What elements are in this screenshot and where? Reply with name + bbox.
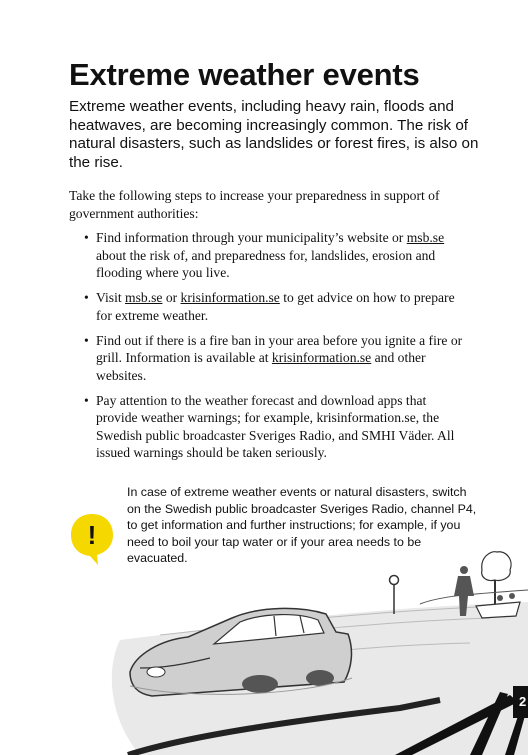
page-number: 2: [513, 686, 528, 718]
link-msb[interactable]: msb.se: [125, 290, 163, 305]
exclamation-glyph: !: [87, 520, 97, 550]
bullet-text: about the risk of, and preparedness for, landslides, erosion and flooding where you live.: [96, 247, 436, 280]
list-item: [84, 392, 469, 462]
bullet-text: and other websites.: [96, 350, 426, 383]
bullet-text: to get advice on how to prepare for extreme weather.: [96, 290, 455, 323]
list-item: [84, 229, 469, 282]
bullet-text: Pay attention to the weather forecast and download apps that provide weather warnings; for example, krisinformation.se, the Swedish public broadcaster Sveriges Radio, and SMHI Väder. All issued warnings should be taken seriously.: [96, 392, 455, 460]
page-title: Extreme weather events: [69, 57, 420, 92]
bullet-text: Find information through your municipality’s website or: [96, 230, 407, 245]
bullet-text: Find out if there is a fire ban in your area before you ignite a fire or grill. Information is available at: [96, 332, 463, 365]
bullet-text: Visit: [96, 290, 126, 305]
flood-illustration: [0, 540, 528, 755]
steps-intro: Take the following steps to increase your preparedness in support of government authorities:: [69, 188, 440, 221]
steps-list: [84, 229, 469, 469]
intro-paragraph: Extreme weather events, including heavy rain, floods and heatwaves, are becoming increasingly common. The risk of natural disasters, such as landslides or forest fires, is also on the rise.: [69, 98, 479, 171]
link-msb[interactable]: msb.se: [406, 230, 445, 245]
bullet-text: or: [162, 290, 181, 305]
link-krisinformation[interactable]: krisinformation.se: [271, 350, 372, 365]
list-item: [84, 332, 469, 385]
list-item: [84, 289, 469, 324]
notice-text: In case of extreme weather events or natural disasters, switch on the Swedish public broadcaster Sveriges Radio, channel P4, to get information and further instructions; for example, if you need to boil your tap water or if your area needs to be evacuated.: [127, 485, 477, 566]
link-krisinformation[interactable]: krisinformation.se: [180, 290, 280, 305]
